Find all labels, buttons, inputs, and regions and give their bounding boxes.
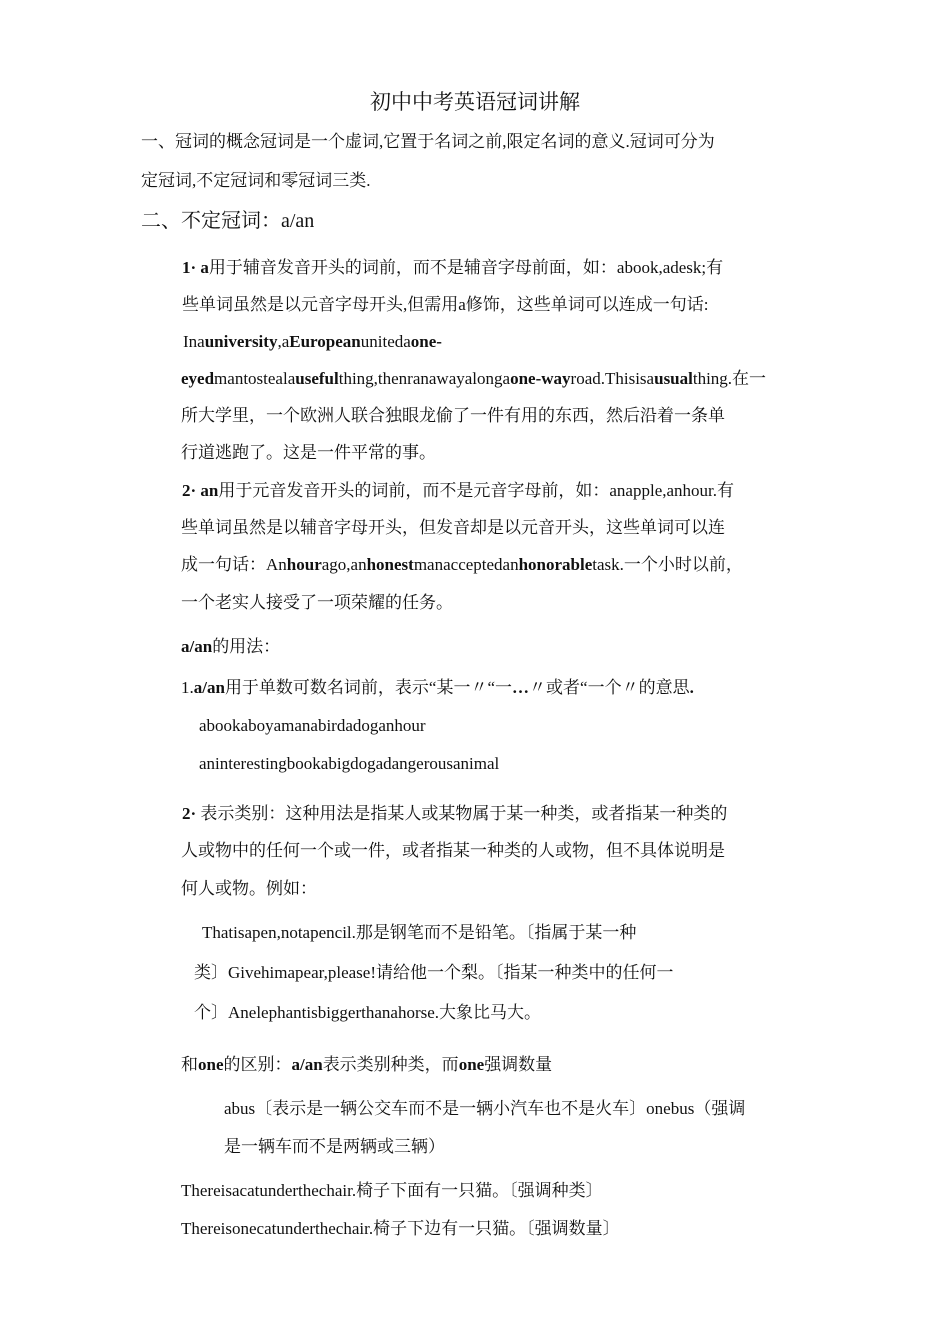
text-span: task.一个小时以前， — [592, 555, 743, 574]
usage-1-example-2: aninterestingbookabigdogadangerousanimal — [199, 754, 500, 773]
point1-sentence-line-1 — [183, 331, 442, 353]
usage-1 — [181, 677, 694, 699]
text-span: 表示类别种类，而 — [322, 1055, 459, 1074]
bold-word: one — [198, 1055, 224, 1074]
bold-word: eyed — [181, 369, 215, 388]
text-span: 强调数量 — [484, 1055, 553, 1074]
point2-line-2: 些单词虽然是以辅音字母开头，但发音却是以元音开头，这些单词可以连 — [181, 518, 725, 537]
text-span: ,a — [277, 332, 290, 351]
point1-key: a — [200, 258, 209, 277]
bold-word: one — [458, 1055, 485, 1074]
section-heading-indefinite-article: 二、不定冠词：a/an — [141, 210, 315, 232]
bold-word: 2· — [182, 804, 197, 823]
point1-number: 1· — [182, 258, 197, 277]
point1-line-2: 些单词虽然是以元音字母开头,但需用a修饰，这些单词可以连成一句话: — [182, 295, 709, 314]
text-span: mantosteala — [214, 369, 296, 388]
text-span: 的区别： — [223, 1055, 292, 1074]
point2-number: 2· — [182, 481, 197, 500]
text-span: Ina — [183, 332, 205, 351]
point1-line-1 — [182, 257, 723, 279]
text-span: 用于单数可数名词前，表示“某一〃“一 — [224, 678, 513, 697]
usage-2-line-2: 人或物中的任何一个或一件，或者指某一种类的人或物，但不具体说明是 — [181, 841, 725, 860]
page-title: 初中中考英语冠词讲解 — [370, 90, 580, 114]
text-span: 表示类别：这种用法是指某人或某物属于某一种类，或者指某一种类的 — [200, 804, 728, 823]
point1-translation-2: 行道逃跑了。这是一件平常的事。 — [181, 443, 436, 462]
point2-line1-text: 用于元音发音开头的词前，而不是元音字母前，如：anapple,anhour.有 — [218, 481, 735, 500]
bold-word: . — [689, 678, 694, 697]
point1-line1-text: 用于辅音发音开头的词前，而不是辅音字母前面，如：abook,adesk;有 — [208, 258, 724, 277]
text-span: uniteda — [360, 332, 411, 351]
concept-line-1: 一、冠词的概念冠词是一个虚词,它置于名词之前,限定名词的意义.冠词可分为 — [141, 132, 715, 151]
bold-word: … — [512, 678, 530, 697]
concept-line-2: 定冠词,不定冠词和零冠词三类. — [141, 171, 371, 190]
bold-word: useful — [295, 369, 339, 388]
bold-word: hour — [286, 555, 322, 574]
bold-word: a/an — [193, 678, 225, 697]
bold-word: honorable — [518, 555, 593, 574]
point2-line-1 — [182, 480, 734, 502]
bold-word: a/an — [181, 637, 213, 656]
bold-word: a/an — [291, 1055, 323, 1074]
bold-word: honest — [366, 555, 414, 574]
difference-heading — [181, 1054, 552, 1076]
text-span: 的用法： — [212, 637, 281, 656]
usage-2-example-1: Thatisapen,notapencil.那是钢笔而不是铅笔。〔指属于某一种 — [202, 923, 637, 942]
text-span: 1. — [181, 678, 194, 697]
usage-1-example-1: abookaboyamanabirdadoganhour — [199, 716, 426, 735]
point1-translation-1: 所大学里，一个欧洲人联合独眼龙偷了一件有用的东西，然后沿着一条单 — [181, 406, 725, 425]
text-span: manacceptedan — [413, 555, 519, 574]
usage-2-example-2: 类〕Givehimapear,please!请给他一个梨。〔指某一种类中的任何一 — [194, 963, 674, 982]
bold-word: European — [289, 332, 361, 351]
text-span: 和 — [181, 1055, 198, 1074]
usage-2-example-3: 个〕Anelephantisbiggerthanahorse.大象比马大。 — [194, 1003, 542, 1022]
point2-line-4: 一个老实人接受了一项荣耀的任务。 — [181, 593, 453, 612]
text-span: thing.在一 — [692, 369, 767, 388]
text-span: thing,thenranawayalonga — [338, 369, 511, 388]
text-span: ago,an — [321, 555, 367, 574]
usage-heading — [181, 636, 280, 658]
bold-word: one-way — [510, 369, 571, 388]
point2-key: an — [200, 481, 219, 500]
usage-2-line-3: 何人或物。例如： — [181, 879, 317, 898]
text-span: 成一句话：An — [181, 555, 287, 574]
difference-line-2: abus〔表示是一辆公交车而不是一辆小汽车也不是火车〕onebus（强调 — [224, 1099, 746, 1118]
point1-sentence-line-2 — [181, 368, 766, 390]
usage-2-line-1 — [182, 803, 727, 825]
text-span: 〃或者“一个〃的意思 — [529, 678, 690, 697]
bold-word: one- — [410, 332, 442, 351]
difference-example-1: Thereisacatunderthechair.椅子下面有一只猫。〔强调种类〕 — [181, 1181, 603, 1200]
text-span: road.Thisisa — [570, 369, 655, 388]
point2-line-3 — [181, 554, 743, 576]
difference-line-3: 是一辆车而不是两辆或三辆） — [224, 1137, 445, 1156]
bold-word: usual — [654, 369, 693, 388]
bold-word: university — [204, 332, 278, 351]
difference-example-2: Thereisonecatunderthechair.椅子下边有一只猫。〔强调数量〕 — [181, 1219, 620, 1238]
